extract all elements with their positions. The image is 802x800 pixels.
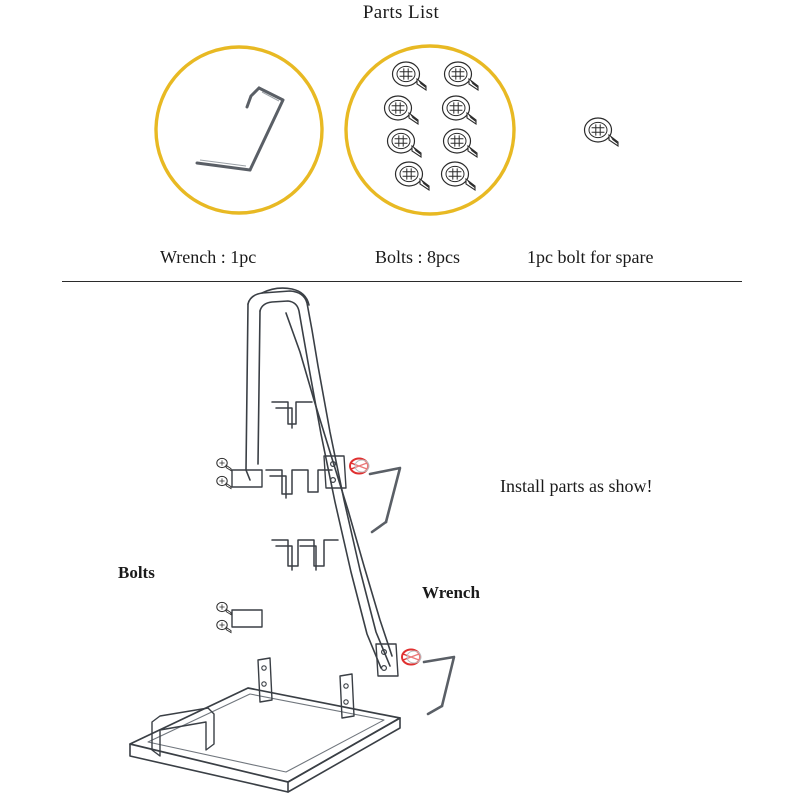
- caption-spare-bolt: 1pc bolt for spare: [527, 247, 654, 267]
- bolt-icon: [444, 129, 478, 157]
- bolt-icon: [388, 129, 422, 157]
- bolt-icon: [445, 62, 479, 90]
- caption-bolts: Bolts : 8pcs: [375, 247, 461, 267]
- bolt-icon: [396, 162, 430, 190]
- bolt-icon: [217, 476, 231, 488]
- bolt-icon: [217, 620, 231, 632]
- bolt-icon: [443, 96, 477, 124]
- assembly-drawing: [130, 288, 400, 792]
- caption-wrench: Wrench : 1pc: [160, 247, 257, 267]
- wrench-icon: [370, 468, 400, 532]
- spare-bolt-group: [585, 118, 619, 146]
- bolts-highlight-circle: [346, 46, 514, 214]
- upper-bolt-hole-callout: [350, 459, 369, 474]
- wrench-icon: [424, 657, 454, 714]
- label-wrench: Wrench: [422, 583, 480, 602]
- lower-bolt-hole-callout: [402, 650, 421, 665]
- bolt-icon: [217, 602, 231, 614]
- instruction-text: Install parts as show!: [500, 476, 653, 496]
- bolt-icon: [393, 62, 427, 90]
- bolt-icon: [385, 96, 419, 124]
- bolt-icon: [442, 162, 476, 190]
- wrench-highlight-circle: [156, 47, 322, 213]
- wrench-icon: [197, 88, 283, 170]
- bolts-part-group: [346, 46, 514, 214]
- page-title: Parts List: [362, 2, 440, 23]
- section-divider: [62, 281, 742, 282]
- bolt-icon: [217, 458, 231, 470]
- bolt-icon: [585, 118, 619, 146]
- label-bolts: Bolts: [118, 563, 155, 582]
- wrench-part-group: [156, 47, 322, 213]
